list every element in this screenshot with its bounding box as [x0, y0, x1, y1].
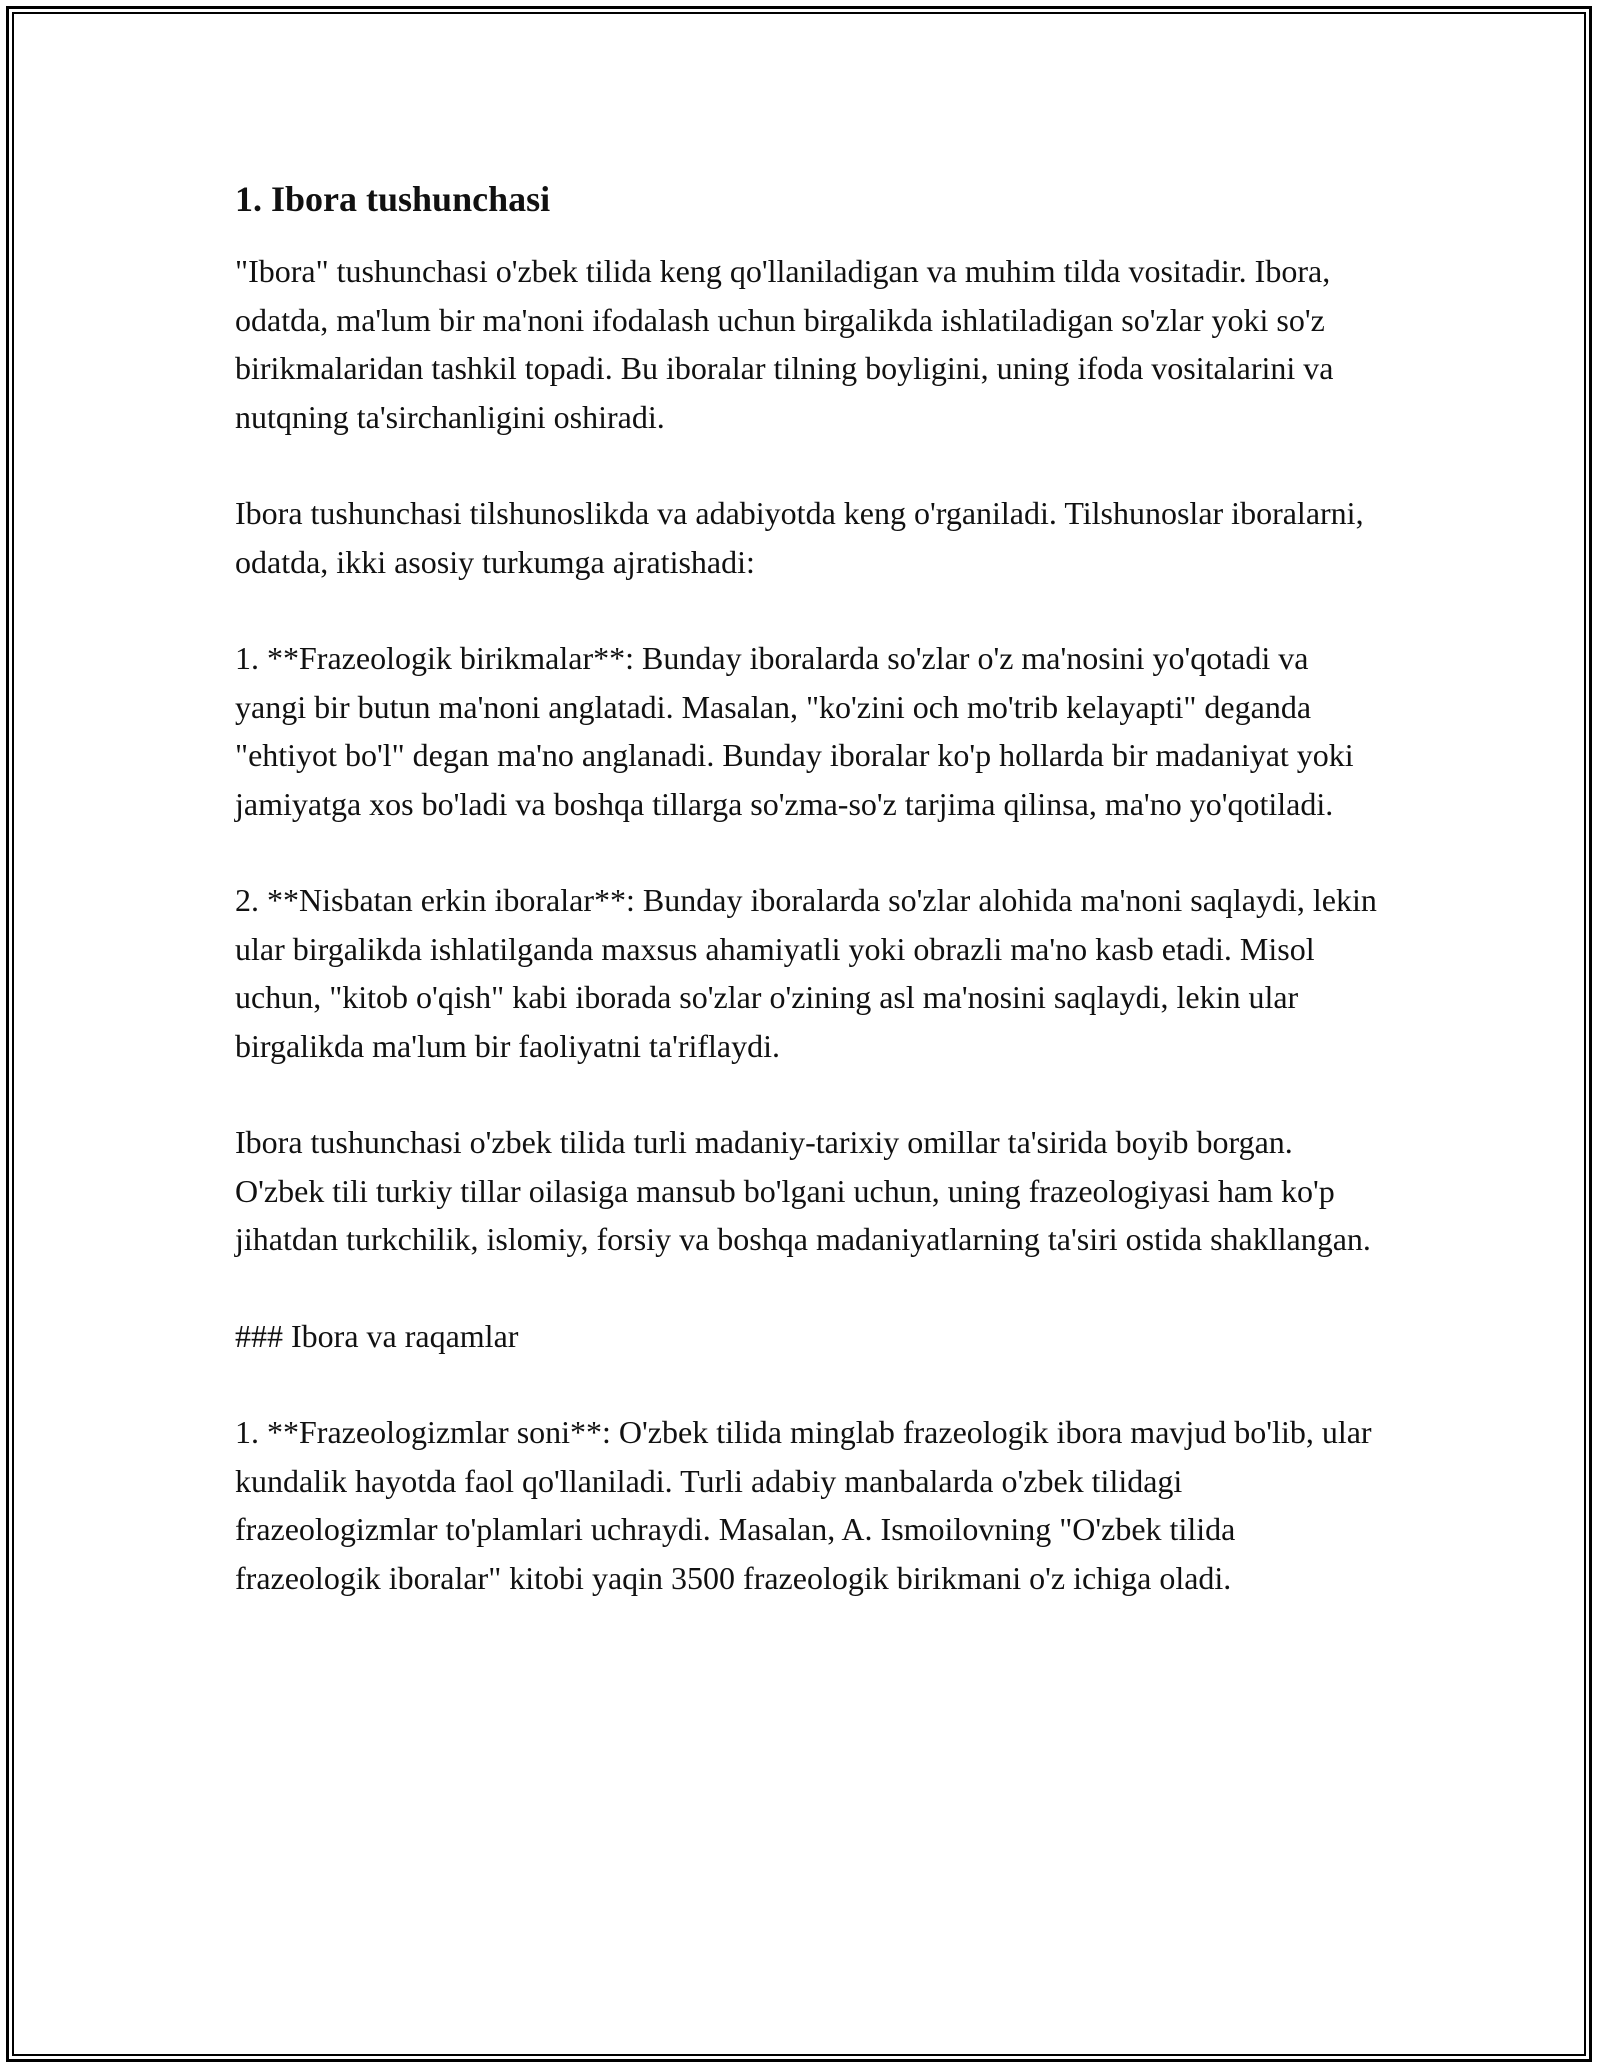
paragraph-history: Ibora tushunchasi o'zbek tilida turli madaniy-tarixiy omillar ta'sirida boyib borgan. O'zbek tili turkiy tillar oilasiga mansub bo'lgani uchun, uning frazeologiyasi ham ko'p jihatdan turkchilik, islomiy, forsiy va boshqa madaniyatlarning ta'siri ostida shakllangan.: [235, 1124, 1371, 1258]
document-body: [235, 178, 1385, 1602]
paragraph-erkin-iboralar: 2. **Nisbatan erkin iboralar**: Bunday iboralarda so'zlar alohida ma'noni saqlaydi, lekin ular birgalikda ishlatilganda maxsus ahamiyatli yoki obrazli ma'no kasb etadi. Misol uchun, "kitob o'qish" kabi iborada so'zlar o'zining asl ma'nosini saqlaydi, lekin ular birgalikda ma'lum bir faoliyatni ta'riflaydi.: [235, 882, 1377, 1064]
paragraph-frazeologizmlar-soni: 1. **Frazeologizmlar soni**: O'zbek tilida minglab frazeologik ibora mavjud bo'lib, ular kundalik hayotda faol qo'llaniladi. Turli adabiy manbalarda o'zbek tilidagi frazeologizmlar to'plamlari uchraydi. Masalan, A. Ismoilovning "O'zbek tilida frazeologik iboralar" kitobi yaqin 3500 frazeologik birikmani o'z ichiga oladi.: [235, 1414, 1372, 1596]
paragraph-intro: "Ibora" tushunchasi o'zbek tilida keng qo'llaniladigan va muhim tilda vositadir. Ibora, odatda, ma'lum bir ma'noni ifodalash uchun birgalikda ishlatiladigan so'zlar yoki so'z birikmalaridan tashkil topadi. Bu iboralar tilning boyligini, uning ifoda vositalarini va nutqning ta'sirchanligini oshiradi.: [235, 253, 1334, 435]
paragraph-frazeologik-birikmalar: 1. **Frazeologik birikmalar**: Bunday iboralarda so'zlar o'z ma'nosini yo'qotadi va yangi bir butun ma'noni anglatadi. Masalan, "ko'zini och mo'trib kelayapti" deganda "ehtiyot bo'l" degan ma'no anglanadi. Bunday iboralar ko'p hollarda bir madaniyat yoki jamiyatga xos bo'ladi va boshqa tillarga so'zma-so'z tarjima qilinsa, ma'no yo'qotiladi.: [235, 640, 1354, 822]
section-heading: 1. Ibora tushunchasi: [235, 179, 551, 219]
paragraph-study: Ibora tushunchasi tilshunoslikda va adabiyotda keng o'rganiladi. Tilshunoslar iboralarni, odatda, ikki asosiy turkumga ajratishadi:: [235, 495, 1364, 580]
subheading-ibora-va-raqamlar: ### Ibora va raqamlar: [235, 1317, 519, 1354]
